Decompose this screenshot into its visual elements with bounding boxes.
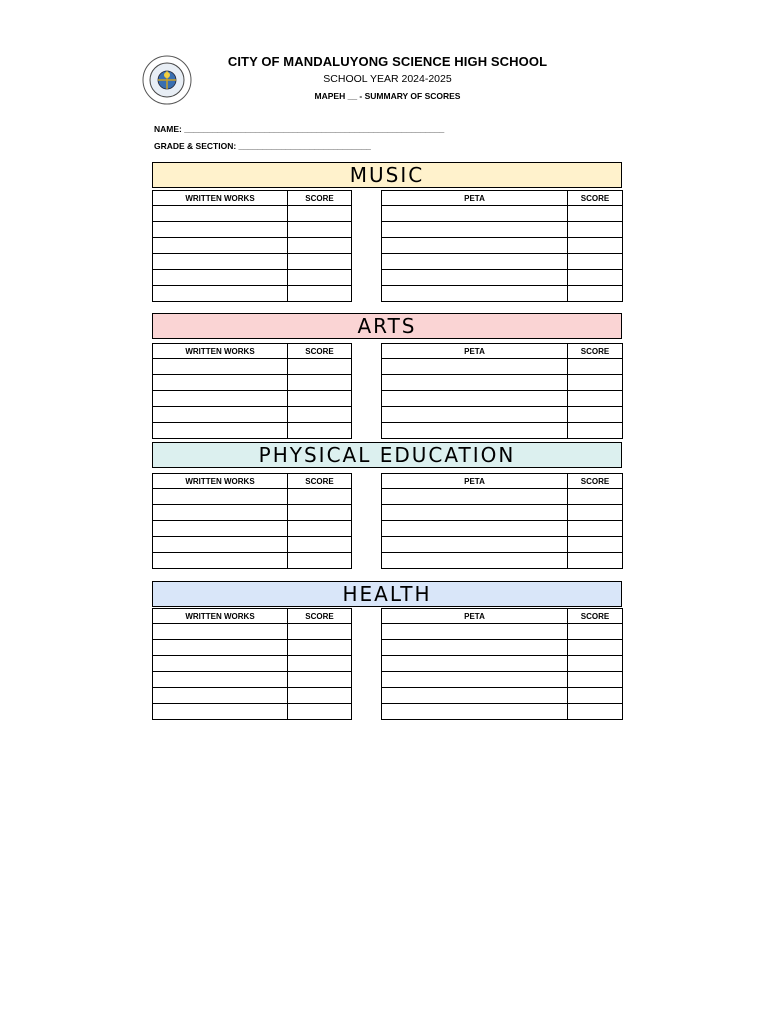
score-cell[interactable]: [568, 206, 623, 222]
written-works-table: [152, 608, 352, 720]
table-row: [382, 656, 623, 672]
table-row: [153, 270, 352, 286]
table-row: [153, 206, 352, 222]
score-header: SCORE: [288, 609, 352, 624]
table-row: [382, 270, 623, 286]
table-row: [153, 375, 352, 391]
table-row: [153, 254, 352, 270]
score-header: SCORE: [568, 609, 623, 624]
table-row: [153, 672, 352, 688]
table-row: [382, 238, 623, 254]
written-works-table: [152, 473, 352, 569]
score-cell[interactable]: [288, 672, 352, 688]
score-cell[interactable]: [288, 286, 352, 302]
score-cell[interactable]: [568, 423, 623, 439]
score-header: SCORE: [568, 344, 623, 359]
table-header-row: [153, 474, 352, 489]
table-header-row: [382, 344, 623, 359]
score-cell[interactable]: [288, 375, 352, 391]
score-cell[interactable]: [288, 489, 352, 505]
table-row: [153, 505, 352, 521]
table-header-row: [153, 344, 352, 359]
score-cell[interactable]: [288, 656, 352, 672]
score-header: SCORE: [568, 474, 623, 489]
written-works-table: [152, 190, 352, 302]
written-works-cell[interactable]: [153, 222, 288, 238]
score-cell[interactable]: [568, 553, 623, 569]
peta-cell[interactable]: [382, 688, 568, 704]
written-works-cell[interactable]: [153, 624, 288, 640]
score-cell[interactable]: [288, 407, 352, 423]
grade-section-field[interactable]: GRADE & SECTION: ____________________________: [154, 141, 371, 151]
table-row: [382, 672, 623, 688]
table-row: [153, 286, 352, 302]
score-cell[interactable]: [288, 553, 352, 569]
score-cell[interactable]: [568, 672, 623, 688]
score-cell[interactable]: [288, 359, 352, 375]
written-works-header: WRITTEN WORKS: [153, 344, 288, 359]
score-cell[interactable]: [568, 704, 623, 720]
score-cell[interactable]: [568, 407, 623, 423]
table-row: [382, 206, 623, 222]
table-row: [382, 553, 623, 569]
peta-cell[interactable]: [382, 286, 568, 302]
table-row: [382, 375, 623, 391]
score-header: SCORE: [288, 474, 352, 489]
written-works-cell[interactable]: [153, 286, 288, 302]
table-row: [153, 640, 352, 656]
score-cell[interactable]: [568, 640, 623, 656]
peta-cell[interactable]: [382, 407, 568, 423]
table-row: [153, 624, 352, 640]
peta-header: PETA: [382, 609, 568, 624]
peta-cell[interactable]: [382, 704, 568, 720]
score-header: SCORE: [568, 191, 623, 206]
table-row: [382, 640, 623, 656]
table-row: [382, 505, 623, 521]
peta-header: PETA: [382, 474, 568, 489]
score-cell[interactable]: [288, 624, 352, 640]
table-row: [382, 704, 623, 720]
written-works-cell[interactable]: [153, 407, 288, 423]
score-cell[interactable]: [568, 270, 623, 286]
peta-table: [381, 190, 623, 302]
table-row: [382, 359, 623, 375]
score-cell[interactable]: [288, 206, 352, 222]
table-header-row: [382, 609, 623, 624]
table-row: [153, 407, 352, 423]
score-cell[interactable]: [568, 489, 623, 505]
score-cell[interactable]: [568, 286, 623, 302]
section-title: MUSIC: [152, 162, 622, 188]
peta-table: [381, 608, 623, 720]
written-works-cell[interactable]: [153, 656, 288, 672]
peta-cell[interactable]: [382, 624, 568, 640]
peta-cell[interactable]: [382, 489, 568, 505]
score-cell[interactable]: [288, 521, 352, 537]
section-health: [152, 581, 622, 722]
table-row: [382, 391, 623, 407]
table-row: [382, 286, 623, 302]
score-cell[interactable]: [568, 505, 623, 521]
score-cell[interactable]: [288, 222, 352, 238]
score-cell[interactable]: [568, 359, 623, 375]
peta-cell[interactable]: [382, 270, 568, 286]
table-row: [382, 521, 623, 537]
table-row: [382, 489, 623, 505]
written-works-cell[interactable]: [153, 359, 288, 375]
score-cell[interactable]: [288, 423, 352, 439]
score-cell[interactable]: [568, 375, 623, 391]
peta-cell[interactable]: [382, 238, 568, 254]
section-music: [152, 162, 622, 303]
peta-cell[interactable]: [382, 222, 568, 238]
written-works-header: WRITTEN WORKS: [153, 191, 288, 206]
peta-cell[interactable]: [382, 672, 568, 688]
peta-cell[interactable]: [382, 359, 568, 375]
table-row: [382, 624, 623, 640]
table-row: [382, 222, 623, 238]
written-works-header: WRITTEN WORKS: [153, 609, 288, 624]
table-row: [153, 521, 352, 537]
score-cell[interactable]: [568, 537, 623, 553]
peta-table: [381, 473, 623, 569]
score-cell[interactable]: [288, 238, 352, 254]
section-title: PHYSICAL EDUCATION: [152, 442, 622, 468]
table-header-row: [382, 191, 623, 206]
table-row: [153, 688, 352, 704]
table-row: [153, 489, 352, 505]
score-header: SCORE: [288, 344, 352, 359]
score-cell[interactable]: [288, 505, 352, 521]
score-cell[interactable]: [568, 391, 623, 407]
table-header-row: [153, 191, 352, 206]
score-header: SCORE: [288, 191, 352, 206]
table-header-row: [382, 474, 623, 489]
name-field[interactable]: NAME: _______________________________________________________: [154, 124, 445, 134]
table-row: [153, 391, 352, 407]
score-cell[interactable]: [288, 537, 352, 553]
peta-cell[interactable]: [382, 656, 568, 672]
score-cell[interactable]: [568, 624, 623, 640]
written-works-cell[interactable]: [153, 423, 288, 439]
table-row: [153, 238, 352, 254]
peta-cell[interactable]: [382, 521, 568, 537]
score-cell[interactable]: [568, 254, 623, 270]
written-works-cell[interactable]: [153, 238, 288, 254]
score-cell[interactable]: [288, 270, 352, 286]
score-cell[interactable]: [568, 238, 623, 254]
written-works-cell[interactable]: [153, 521, 288, 537]
table-row: [382, 254, 623, 270]
written-works-table: [152, 343, 352, 439]
score-cell[interactable]: [568, 656, 623, 672]
score-cell[interactable]: [288, 704, 352, 720]
peta-cell[interactable]: [382, 375, 568, 391]
table-header-row: [153, 609, 352, 624]
written-works-cell[interactable]: [153, 553, 288, 569]
written-works-header: WRITTEN WORKS: [153, 474, 288, 489]
score-cell[interactable]: [568, 688, 623, 704]
written-works-cell[interactable]: [153, 391, 288, 407]
table-row: [153, 537, 352, 553]
score-cell[interactable]: [288, 688, 352, 704]
table-row: [382, 407, 623, 423]
table-row: [153, 553, 352, 569]
table-row: [153, 222, 352, 238]
peta-cell[interactable]: [382, 553, 568, 569]
peta-cell[interactable]: [382, 254, 568, 270]
peta-cell[interactable]: [382, 537, 568, 553]
table-row: [153, 704, 352, 720]
written-works-cell[interactable]: [153, 704, 288, 720]
peta-header: PETA: [382, 344, 568, 359]
document-subtitle: MAPEH __ - SUMMARY OF SCORES: [314, 91, 461, 101]
written-works-cell[interactable]: [153, 489, 288, 505]
score-cell[interactable]: [288, 391, 352, 407]
peta-table: [381, 343, 623, 439]
score-cell[interactable]: [568, 521, 623, 537]
written-works-cell[interactable]: [153, 505, 288, 521]
score-cell[interactable]: [288, 640, 352, 656]
peta-cell[interactable]: [382, 640, 568, 656]
table-row: [153, 423, 352, 439]
peta-cell[interactable]: [382, 391, 568, 407]
peta-cell[interactable]: [382, 423, 568, 439]
peta-header: PETA: [382, 191, 568, 206]
written-works-cell[interactable]: [153, 270, 288, 286]
score-cell[interactable]: [288, 254, 352, 270]
school-name: CITY OF MANDALUYONG SCIENCE HIGH SCHOOL: [227, 54, 548, 69]
written-works-cell[interactable]: [153, 672, 288, 688]
written-works-cell[interactable]: [153, 688, 288, 704]
table-row: [382, 423, 623, 439]
written-works-cell[interactable]: [153, 254, 288, 270]
peta-cell[interactable]: [382, 505, 568, 521]
written-works-cell[interactable]: [153, 640, 288, 656]
table-row: [153, 359, 352, 375]
table-row: [382, 537, 623, 553]
table-row: [153, 656, 352, 672]
score-cell[interactable]: [568, 222, 623, 238]
section-title: HEALTH: [152, 581, 622, 607]
written-works-cell[interactable]: [153, 537, 288, 553]
peta-cell[interactable]: [382, 206, 568, 222]
section-title: ARTS: [152, 313, 622, 339]
table-row: [382, 688, 623, 704]
written-works-cell[interactable]: [153, 375, 288, 391]
section-physical-education: [152, 442, 622, 570]
school-year: SCHOOL YEAR 2024-2025: [323, 73, 452, 85]
section-arts: [152, 313, 622, 440]
written-works-cell[interactable]: [153, 206, 288, 222]
